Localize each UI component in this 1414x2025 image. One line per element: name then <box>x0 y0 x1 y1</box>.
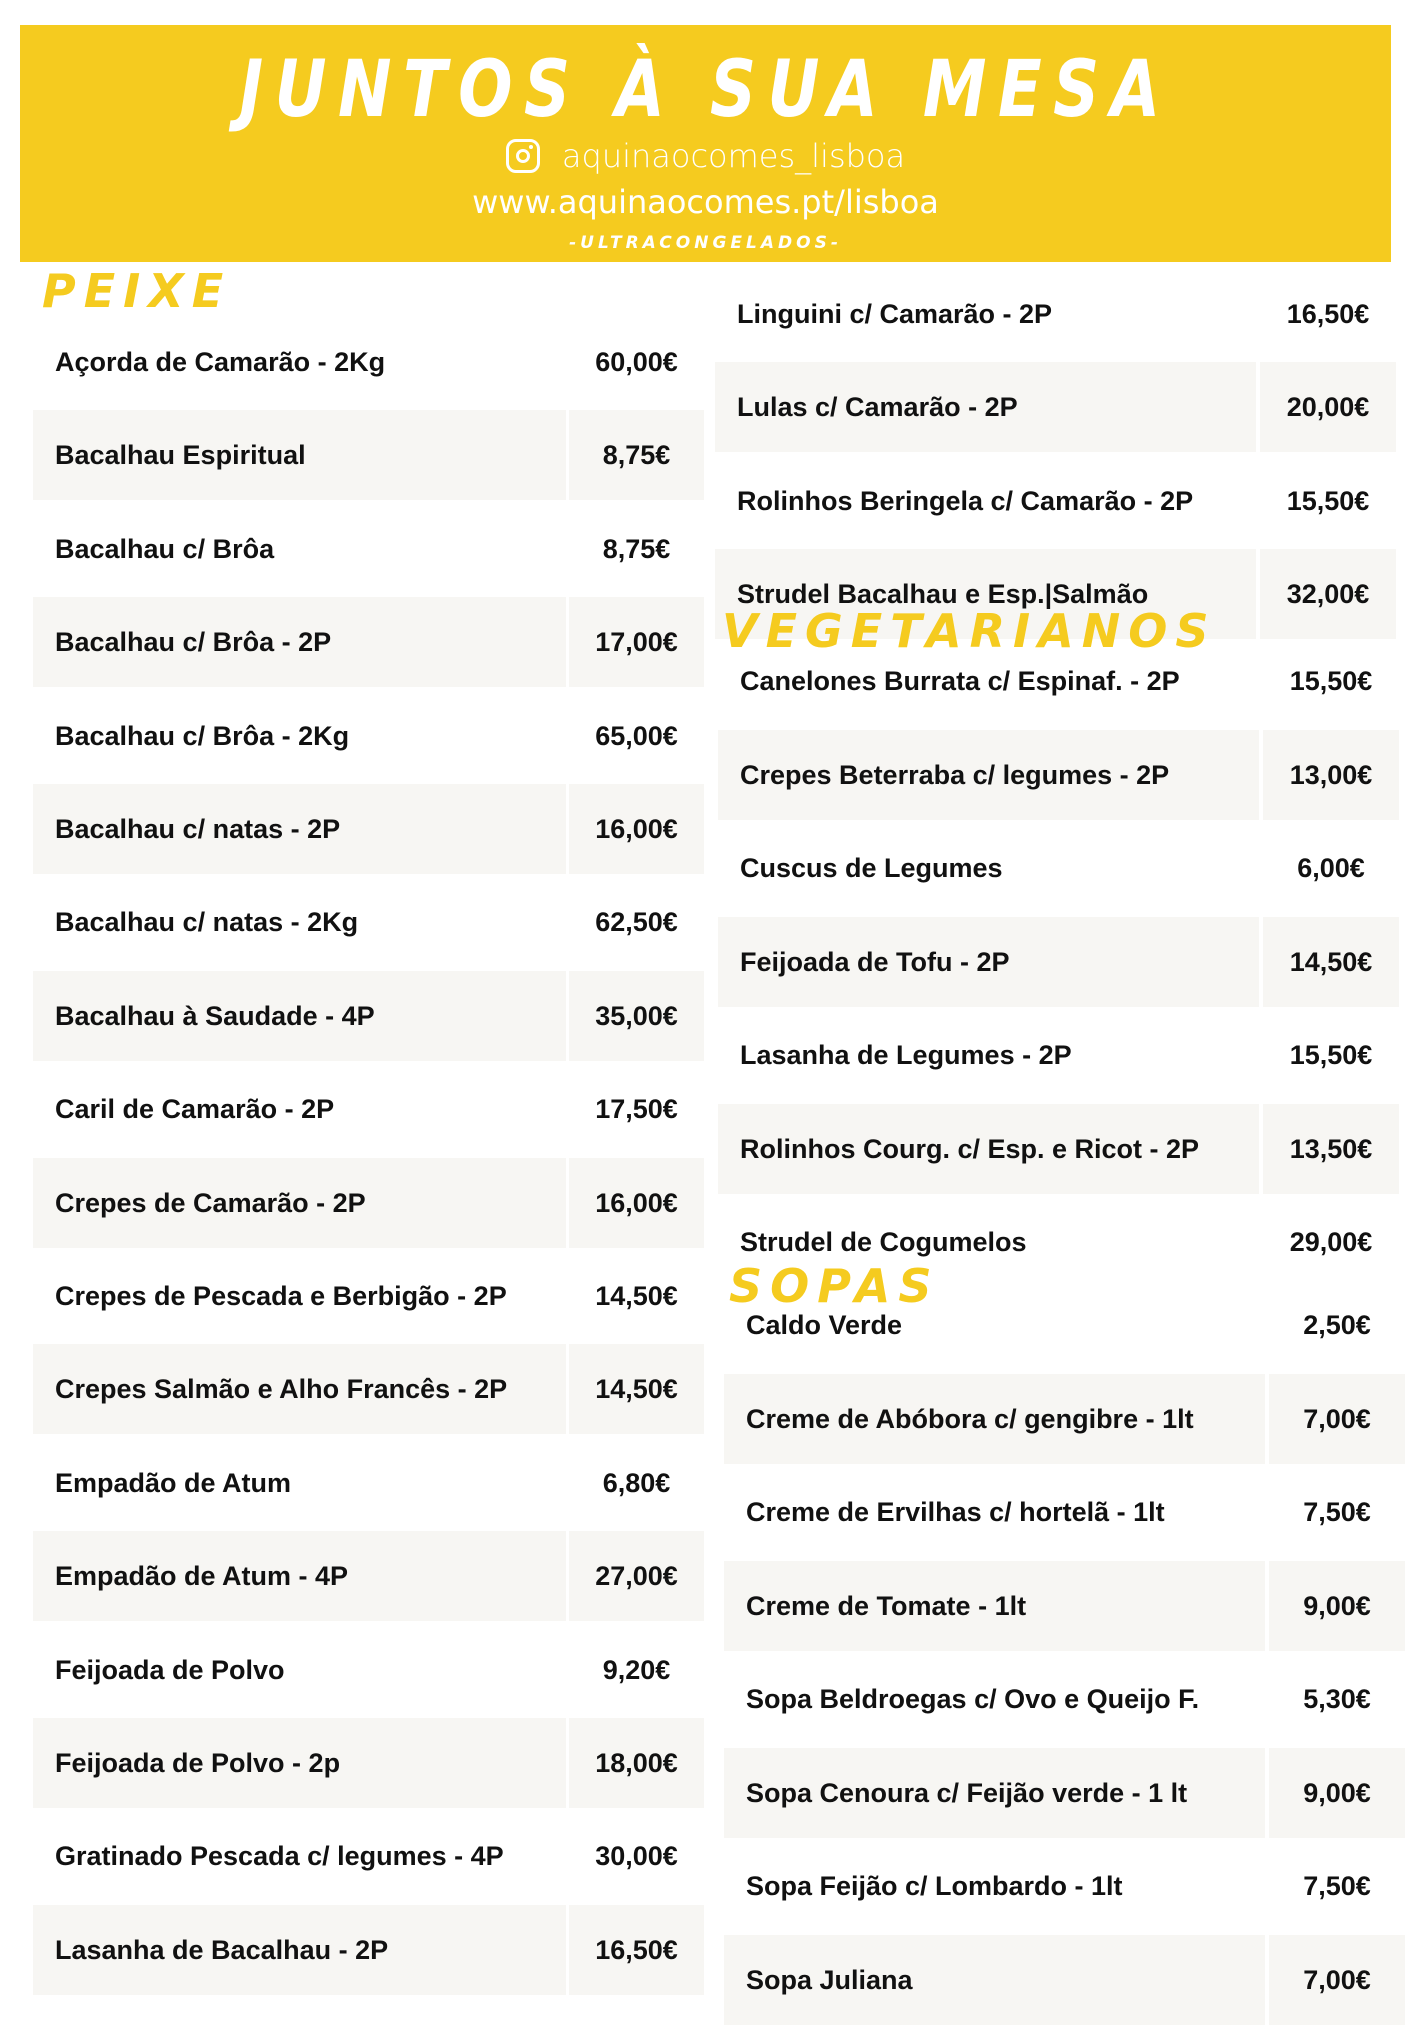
menu-item-name: Empadão de Atum - 4P <box>33 1531 566 1621</box>
menu-item-name: Sopa Beldroegas c/ Ovo e Queijo F. <box>746 1684 1200 1714</box>
section-title-peixe: PEIXE <box>42 264 232 318</box>
menu-item-price: 6,80€ <box>602 1468 671 1498</box>
menu-item-price: 7,50€ <box>1303 1871 1371 1901</box>
menu-item-price: 9,20€ <box>602 1655 671 1685</box>
website-link[interactable]: www.aquinaocomes.pt/lisboa <box>472 183 939 221</box>
menu-item-price: 17,00€ <box>569 597 704 687</box>
menu-item-price: 16,50€ <box>1286 299 1370 329</box>
menu-item-price: 15,50€ <box>1289 666 1373 696</box>
subtitle: -ULTRACONGELADOS- <box>569 233 842 253</box>
menu-item-name: Strudel Bacalhau e Esp.|Salmão <box>715 549 1256 639</box>
menu-item-name: Bacalhau c/ Brôa - 2Kg <box>55 721 350 751</box>
menu-item-price: 62,50€ <box>595 907 678 937</box>
section-title-vegetarianos: VEGETARIANOS <box>722 604 1217 658</box>
menu-item-price: 30,00€ <box>595 1841 678 1871</box>
menu-item-price: 16,00€ <box>569 1158 704 1248</box>
menu-item-name: Açorda de Camarão - 2Kg <box>55 347 386 377</box>
menu-item-name: Bacalhau c/ natas - 2Kg <box>55 907 359 937</box>
menu-item-price: 18,00€ <box>569 1718 704 1808</box>
menu-item-price: 6,00€ <box>1297 853 1365 883</box>
menu-item-price: 7,50€ <box>1303 1497 1371 1527</box>
menu-item-price: 35,00€ <box>569 971 704 1061</box>
menu-item-name: Sopa Feijão c/ Lombardo - 1lt <box>746 1871 1123 1901</box>
menu-item-name: Caril de Camarão - 2P <box>55 1094 335 1124</box>
menu-item-name: Bacalhau Espiritual <box>33 410 566 500</box>
menu-item-name: Linguini c/ Camarão - 2P <box>737 299 1053 329</box>
menu-item-name: Creme de Abóbora c/ gengibre - 1lt <box>724 1374 1265 1464</box>
menu-item-name: Empadão de Atum <box>55 1468 292 1498</box>
page-title: JUNTOS À SUA MESA <box>239 45 1172 135</box>
menu-item-name: Feijoada de Polvo - 2p <box>33 1718 566 1808</box>
header-banner <box>20 25 1391 262</box>
menu-item-name: Lulas c/ Camarão - 2P <box>715 362 1256 452</box>
menu-item-price: 2,50€ <box>1303 1310 1371 1340</box>
menu-item-price: 16,00€ <box>569 784 704 874</box>
menu-item-name: Cuscus de Legumes <box>740 853 1003 883</box>
menu-item-price: 9,00€ <box>1269 1748 1405 1838</box>
menu-item-price: 32,00€ <box>1260 549 1396 639</box>
instagram-icon <box>506 139 540 173</box>
menu-item-name: Crepes de Pescada e Berbigão - 2P <box>55 1281 507 1311</box>
menu-item-price: 65,00€ <box>595 721 678 751</box>
menu-item-price: 27,00€ <box>569 1531 704 1621</box>
menu-item-name: Feijoada de Tofu - 2P <box>718 917 1259 1007</box>
menu-item-name: Crepes Beterraba c/ legumes - 2P <box>718 730 1259 820</box>
menu-item-name: Creme de Tomate - 1lt <box>724 1561 1265 1651</box>
menu-item-price: 7,00€ <box>1269 1935 1405 2025</box>
menu-item-name: Bacalhau c/ Brôa <box>55 534 275 564</box>
menu-item-name: Sopa Juliana <box>724 1935 1265 2025</box>
menu-item-name: Rolinhos Beringela c/ Camarão - 2P <box>737 486 1194 516</box>
menu-item-name: Crepes de Camarão - 2P <box>33 1158 566 1248</box>
menu-item-price: 20,00€ <box>1260 362 1396 452</box>
menu-item-price: 14,50€ <box>569 1344 704 1434</box>
menu-item-name: Lasanha de Bacalhau - 2P <box>33 1905 566 1995</box>
menu-item-name: Crepes Salmão e Alho Francês - 2P <box>33 1344 566 1434</box>
menu-item-price: 8,75€ <box>569 410 704 500</box>
menu-item-price: 17,50€ <box>595 1094 678 1124</box>
menu-item-name: Bacalhau c/ natas - 2P <box>33 784 566 874</box>
menu-item-price: 9,00€ <box>1269 1561 1405 1651</box>
instagram-link[interactable] <box>20 137 1391 175</box>
menu-item-price: 14,50€ <box>1263 917 1399 1007</box>
menu-item-name: Sopa Cenoura c/ Feijão verde - 1 lt <box>724 1748 1265 1838</box>
menu-item-price: 29,00€ <box>1289 1227 1373 1257</box>
menu-item-name: Bacalhau à Saudade - 4P <box>33 971 566 1061</box>
menu-item-price: 15,50€ <box>1289 1040 1373 1070</box>
menu-item-name: Caldo Verde <box>746 1310 903 1340</box>
menu-item-name: Bacalhau c/ Brôa - 2P <box>33 597 566 687</box>
menu-item-price: 14,50€ <box>595 1281 678 1311</box>
menu-item-name: Creme de Ervilhas c/ hortelã - 1lt <box>746 1497 1165 1527</box>
menu-item-price: 15,50€ <box>1286 486 1370 516</box>
menu-item-name: Feijoada de Polvo <box>55 1655 285 1685</box>
menu-item-price: 13,00€ <box>1263 730 1399 820</box>
menu-item-name: Lasanha de Legumes - 2P <box>740 1040 1072 1070</box>
menu-item-price: 7,00€ <box>1269 1374 1405 1464</box>
menu-item-price: 8,75€ <box>602 534 671 564</box>
instagram-handle: aquinaocomes_lisboa <box>561 137 906 175</box>
menu-item-price: 16,50€ <box>569 1905 704 1995</box>
menu-item-name: Gratinado Pescada c/ legumes - 4P <box>55 1841 504 1871</box>
menu-item-price: 5,30€ <box>1303 1684 1371 1714</box>
menu-item-name: Strudel de Cogumelos <box>740 1227 1027 1257</box>
menu-item-price: 60,00€ <box>595 347 678 377</box>
section-title-sopas: SOPAS <box>729 1259 940 1313</box>
menu-item-price: 13,50€ <box>1263 1104 1399 1194</box>
menu-item-name: Canelones Burrata c/ Espinaf. - 2P <box>740 666 1180 696</box>
menu-item-name: Rolinhos Courg. c/ Esp. e Ricot - 2P <box>718 1104 1259 1194</box>
